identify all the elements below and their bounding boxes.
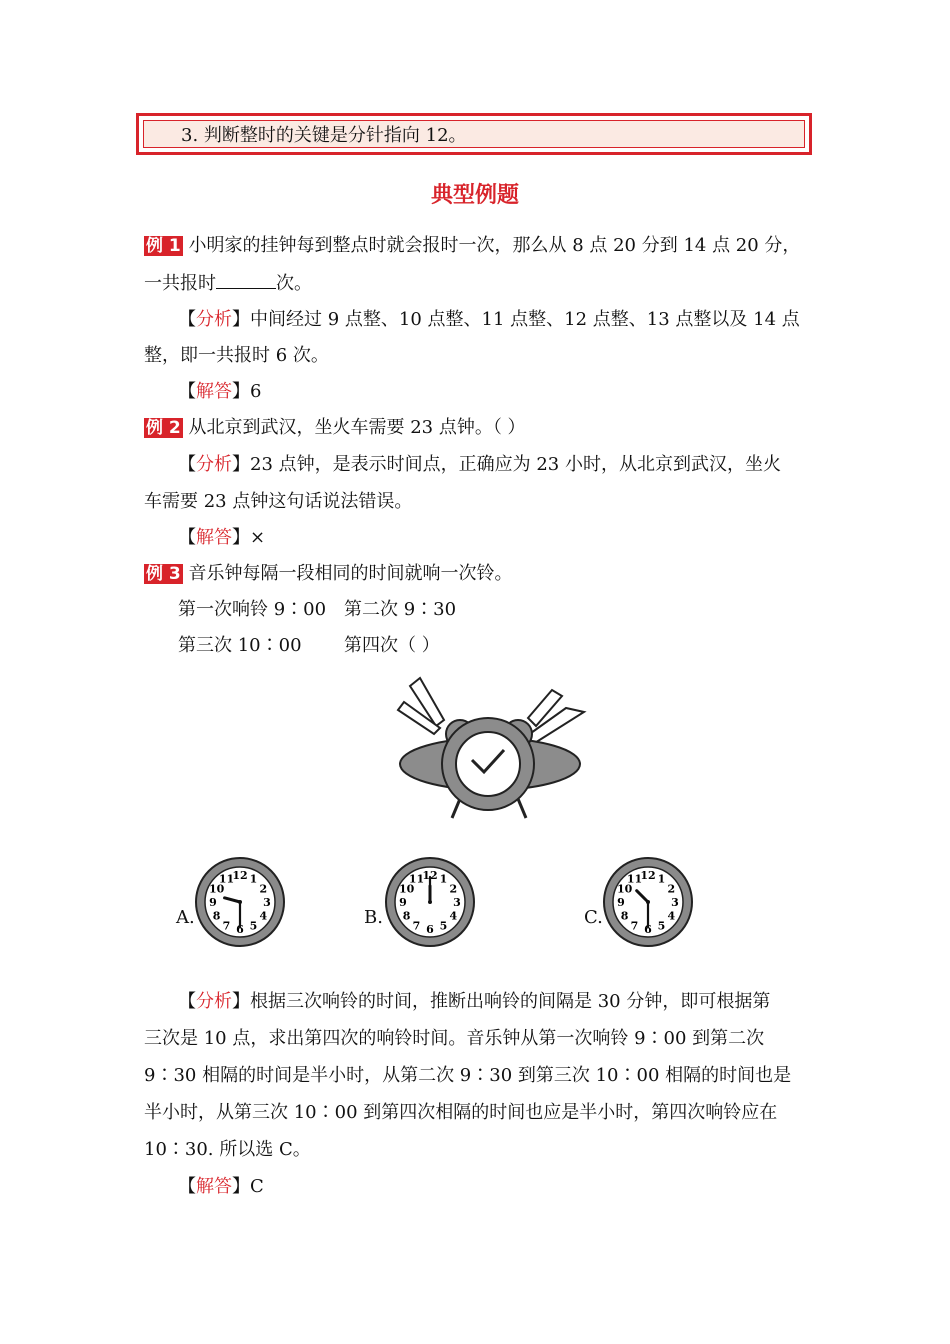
example-1-analysis-cont: 整，即一共报时 6 次。	[144, 345, 329, 366]
clock-number: 4	[259, 909, 268, 923]
bracket-left: 【	[178, 454, 196, 475]
analysis-label: 分析	[196, 454, 232, 475]
clock-number: 6	[236, 923, 244, 936]
clock-number: 2	[667, 882, 676, 896]
bracket-right: 】	[232, 527, 250, 548]
key-point-text: 3. 判断整时的关键是分针指向 12。	[181, 125, 467, 146]
clock-number: 12	[232, 869, 248, 882]
ring-time-4: 第四次（ ）	[344, 635, 440, 656]
answer-text: ×	[250, 527, 266, 548]
analysis-text: 根据三次响铃的时间，推断出响铃的间隔是 30 分钟，即可根据第	[250, 991, 771, 1012]
clock-number: 2	[449, 882, 458, 896]
example-1-answer	[178, 380, 261, 404]
clock-option-b	[384, 856, 476, 948]
example-1-analysis	[178, 308, 800, 332]
clock-number: 5	[249, 919, 258, 933]
clock-number: 8	[402, 909, 411, 923]
bracket-right: 】	[232, 454, 250, 475]
clock-number: 7	[222, 919, 231, 933]
clock-number: 5	[439, 919, 448, 933]
clock-number: 9	[209, 896, 217, 909]
clock-number: 10	[398, 882, 415, 896]
clock-number: 5	[657, 919, 666, 933]
bracket-right: 】	[232, 991, 250, 1012]
example-1-question-line1	[144, 234, 800, 258]
clock-center	[238, 900, 242, 904]
example-2-analysis	[178, 453, 781, 477]
clock-number: 11	[218, 872, 235, 886]
analysis-text: 中间经过 9 点整、10 点整、11 点整、12 点整、13 点整以及 14 点	[250, 309, 800, 330]
example-3-tag: 例 3	[146, 564, 181, 584]
clock-center	[428, 900, 432, 904]
clock-number: 4	[667, 909, 676, 923]
example-2-analysis-cont: 车需要 23 点钟这句话说法错误。	[144, 491, 413, 512]
ring-time-1: 第一次响铃 9∶00	[178, 599, 327, 620]
clock-number: 9	[617, 896, 625, 909]
example-3-answer	[178, 1175, 264, 1199]
clock-center	[646, 900, 650, 904]
clock-number: 12	[640, 869, 656, 882]
clock-number: 7	[630, 919, 639, 933]
clock-number: 12	[422, 869, 438, 882]
option-c-label: C.	[584, 907, 603, 928]
example-2-tag: 例 2	[146, 418, 181, 438]
clock-number: 6	[644, 923, 652, 936]
example-3-analysis-line4: 半小时，从第三次 10∶00 到第四次相隔的时间也应是半小时，第四次响铃应在	[144, 1102, 778, 1123]
clock-number: 1	[249, 872, 258, 886]
example-3-analysis-line2: 三次是 10 点，求出第四次的响铃时间。音乐钟从第一次响铃 9∶00 到第二次	[144, 1028, 765, 1049]
clock-number: 8	[620, 909, 629, 923]
ring-time-3: 第三次 10∶00	[178, 635, 302, 656]
bracket-right: 】	[232, 381, 250, 402]
bracket-right: 】	[232, 1176, 250, 1197]
example-3-question	[144, 562, 512, 586]
example-1-line2-end: 次。	[276, 273, 312, 294]
clock-number: 10	[616, 882, 633, 896]
clock-number: 3	[263, 896, 271, 909]
answer-label: 解答	[196, 1176, 232, 1197]
clock-number: 4	[449, 909, 458, 923]
clock-number: 1	[439, 872, 448, 886]
answer-label: 解答	[196, 381, 232, 402]
answer-text: 6	[250, 381, 262, 402]
answer-label: 解答	[196, 527, 232, 548]
answer-text: C	[250, 1176, 264, 1197]
analysis-text: 23 点钟，是表示时间点，正确应为 23 小时，从北京到武汉，坐火	[250, 454, 781, 475]
bracket-left: 【	[178, 991, 196, 1012]
clock-number: 3	[453, 896, 461, 909]
clock-number: 11	[626, 872, 643, 886]
clock-number: 3	[671, 896, 679, 909]
bracket-left: 【	[178, 1176, 196, 1197]
bracket-left: 【	[178, 527, 196, 548]
clock-number: 2	[259, 882, 268, 896]
ring-time-2: 第二次 9∶30	[344, 599, 457, 620]
analysis-label: 分析	[196, 991, 232, 1012]
clock-option-c	[602, 856, 694, 948]
section-title: 典型例题	[430, 183, 519, 208]
clock-number: 11	[408, 872, 425, 886]
key-point-box	[136, 113, 812, 155]
option-b-label: B.	[364, 907, 383, 928]
example-3-text: 音乐钟每隔一段相同的时间就响一次铃。	[188, 563, 513, 584]
example-2-question	[144, 416, 526, 440]
clock-number: 1	[657, 872, 666, 886]
clock-number: 7	[412, 919, 421, 933]
example-3-analysis-line3: 9∶30 相隔的时间是半小时，从第二次 9∶30 到第三次 10∶00 相隔的时间也是	[144, 1065, 792, 1086]
bracket-right: 】	[232, 309, 250, 330]
clock-number: 9	[399, 896, 407, 909]
clock-option-a	[194, 856, 286, 948]
example-3-analysis-line5: 10∶30. 所以选 C。	[144, 1139, 311, 1160]
clock-number: 8	[212, 909, 221, 923]
example-2-text: 从北京到武汉，坐火车需要 23 点钟。（ ）	[188, 417, 526, 438]
example-2-answer	[178, 526, 265, 550]
answer-blank	[216, 270, 276, 289]
bracket-left: 【	[178, 309, 196, 330]
example-3-analysis	[178, 990, 770, 1014]
clock-number: 10	[208, 882, 225, 896]
bracket-left: 【	[178, 381, 196, 402]
example-1-text: 小明家的挂钟每到整点时就会报时一次，那么从 8 点 20 分到 14 点 20 分，	[188, 235, 801, 256]
analysis-label: 分析	[196, 309, 232, 330]
example-1-line2-start: 一共报时	[144, 273, 216, 294]
example-1-tag: 例 1	[146, 236, 181, 256]
example-1-question-line2	[144, 270, 312, 296]
option-a-label: A.	[176, 907, 195, 928]
alarm-clock-illustration	[390, 668, 590, 828]
clock-number: 6	[426, 923, 434, 936]
